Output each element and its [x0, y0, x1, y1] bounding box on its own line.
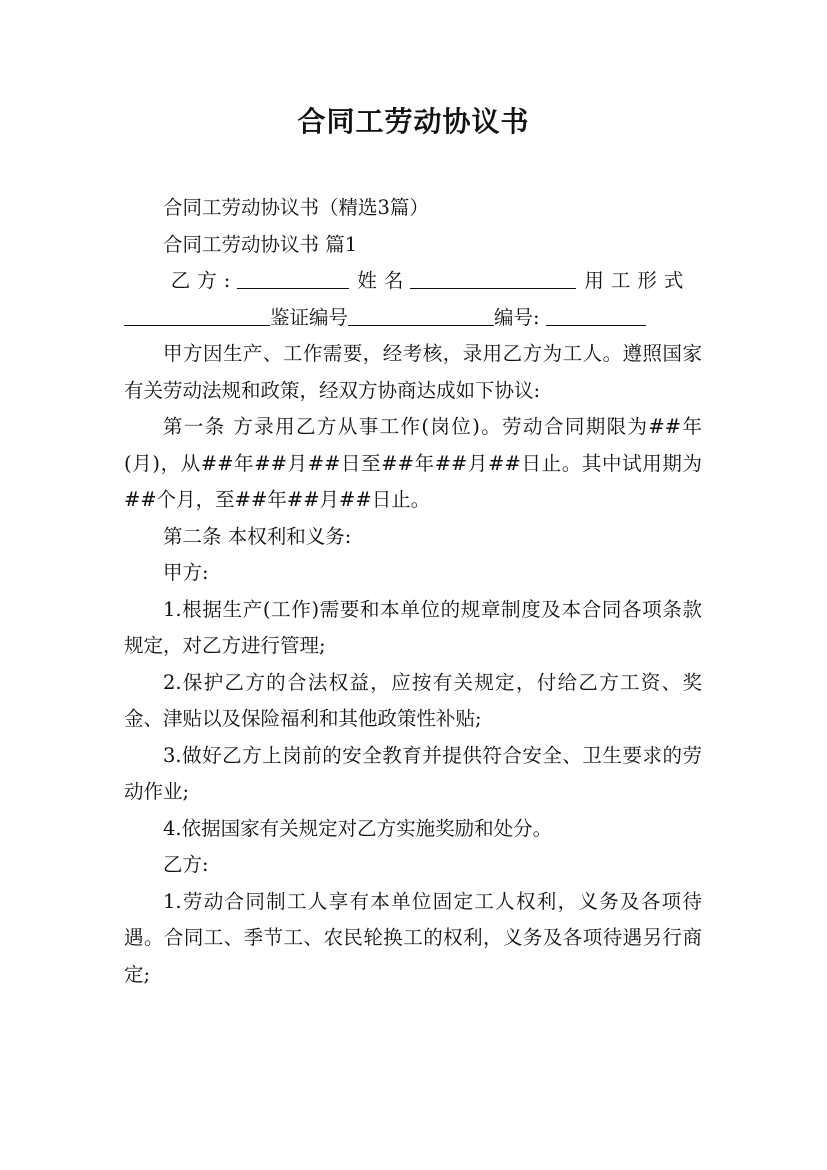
employment-form-blank [124, 303, 270, 326]
intro-paragraph: 甲方因生产、工作需要，经考核，录用乙方为工人。遵照国家有关劳动法规和政策，经双方协商达成如下协议: [124, 342, 702, 402]
certification-no-label: 鉴证编号 [270, 305, 349, 329]
document-subtitle: 合同工劳动协议书（精选3篇） [163, 196, 429, 219]
party-b-heading: 乙方: [163, 853, 209, 876]
party-b-blank [237, 266, 349, 289]
party-a-item-4: 4.依据国家有关规定对乙方实施奖励和处分。 [163, 816, 553, 840]
party-b-label: 乙方: [170, 269, 238, 292]
name-blank [410, 266, 576, 289]
document-body [124, 190, 702, 993]
article-2: 第二条 本权利和义务: [163, 524, 352, 548]
employment-form-label: 用工形式 [584, 269, 691, 292]
name-label: 姓名 [357, 269, 411, 292]
party-a-item-1: 1.根据生产(工作)需要和本单位的规章制度及本合同各项条款规定，对乙方进行管理; [124, 597, 702, 657]
party-a-heading: 甲方: [163, 561, 209, 584]
certification-no-blank [348, 303, 494, 326]
party-b-item-1: 1.劳动合同制工人享有本单位固定工人权利，义务及各项待遇。合同工、季节工、农民轮换工的权利，义务及各项待遇另行商定; [124, 889, 702, 986]
party-a-item-2: 2.保护乙方的合法权益，应按有关规定，付给乙方工资、奖金、津贴以及保险福利和其他政策性补贴; [124, 670, 702, 730]
number-blank [546, 303, 646, 326]
document-title: 合同工劳动协议书 [297, 105, 530, 138]
party-a-item-3: 3.做好乙方上岗前的安全教育并提供符合安全、卫生要求的劳动作业; [124, 743, 702, 803]
section-heading: 合同工劳动协议书 篇1 [163, 232, 358, 256]
number-label: 编号: [494, 305, 540, 329]
form-fields [124, 263, 702, 300]
form-fields-row-2 [124, 300, 702, 337]
article-1: 第一条 方录用乙方从事工作(岗位)。劳动合同期限为##年(月)，从##年##月##日至##年##月##日止。其中试用期为##个月，至##年##月##日止。 [124, 415, 702, 511]
